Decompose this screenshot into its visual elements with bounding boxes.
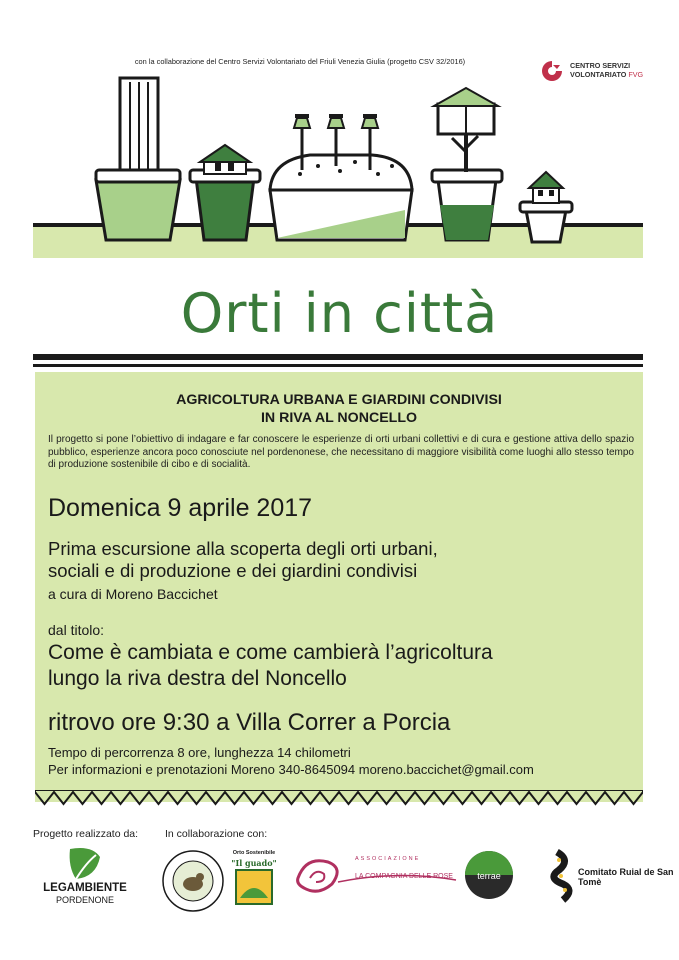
terrae-wordmark: terrae — [477, 871, 501, 881]
pot-treehouse — [432, 88, 502, 240]
divider-thin — [33, 364, 643, 367]
subtitle-line1: AGRICOLTURA URBANA E GIARDINI CONDIVISI — [176, 392, 502, 408]
san-tome-name: Comitato Ruial de San Tomè — [578, 867, 674, 887]
csv-line2: VOLONTARIATO — [570, 70, 627, 79]
contact-info: Per informazioni e prenotazioni Moreno 340-8645094 moreno.baccichet@gmail.com — [48, 762, 534, 777]
project-label: Progetto realizzato da: — [33, 828, 139, 840]
poster-title: Orti in città — [180, 282, 499, 345]
csv-line1: CENTRO SERVIZI — [570, 61, 631, 70]
curator: a cura di Moreno Baccichet — [48, 586, 218, 602]
legambiente-sub: PORDENONE — [55, 895, 114, 905]
il-guado-logo — [230, 848, 278, 908]
guado-top-label: Orto Sostenibile — [232, 850, 276, 856]
naturalistic-association-logo — [160, 848, 226, 914]
excursion-line1: Prima escursione alla scoperta degli orti urbani, — [48, 538, 438, 559]
collab-label: In collaborazione con: — [165, 828, 268, 840]
collaboration-note: con la collaborazione del Centro Servizi Volontariato del Friuli Venezia Giulia (progetto CSV 32/2016) — [134, 57, 466, 66]
rose-name: LA COMPAGNIA DELLE ROSE — [355, 873, 453, 880]
csv-fvg: FVG — [628, 70, 644, 79]
divider-thick — [33, 354, 643, 360]
talk-title-label: dal titolo: — [48, 622, 105, 638]
duration-info: Tempo di percorrenza 8 ore, lunghezza 14 chilometri — [48, 745, 351, 760]
meeting-point: ritrovo ore 9:30 a Villa Correr a Porcia — [48, 709, 451, 736]
subtitle-line2: IN RIVA AL NONCELLO — [260, 410, 418, 426]
event-date: Domenica 9 aprile 2017 — [48, 494, 313, 522]
planter-lamps — [270, 114, 412, 240]
rose-assoc-label: ASSOCIAZIONE — [355, 856, 421, 862]
legambiente-name: LEGAMBIENTE — [43, 882, 127, 894]
terrae-logo — [464, 850, 514, 900]
talk-title-line1: Come è cambiata e come cambierà l’agricoltura — [48, 641, 493, 664]
zigzag-edge — [35, 790, 643, 812]
guado-name: "Il guado" — [231, 858, 277, 868]
excursion-line2: sociali e di produzione e dei giardini condivisi — [48, 560, 418, 581]
talk-title-line2: lungo la riva destra del Noncello — [48, 667, 347, 690]
pots-illustration — [0, 70, 679, 265]
intro-paragraph: Il progetto si pone l’obiettivo di indagare e far conoscere le esperienze di orti urbani collettivi e di cura e gestione attiva dello spazio pubblico, esperienze ancora poco conosciute nel pordenonese, che necessitano di maggiore visibilità come luoghi allo stesso tempo di produzione sostenibile di cibo e di socialità. — [48, 434, 634, 470]
pot-skyscraper — [96, 78, 180, 240]
